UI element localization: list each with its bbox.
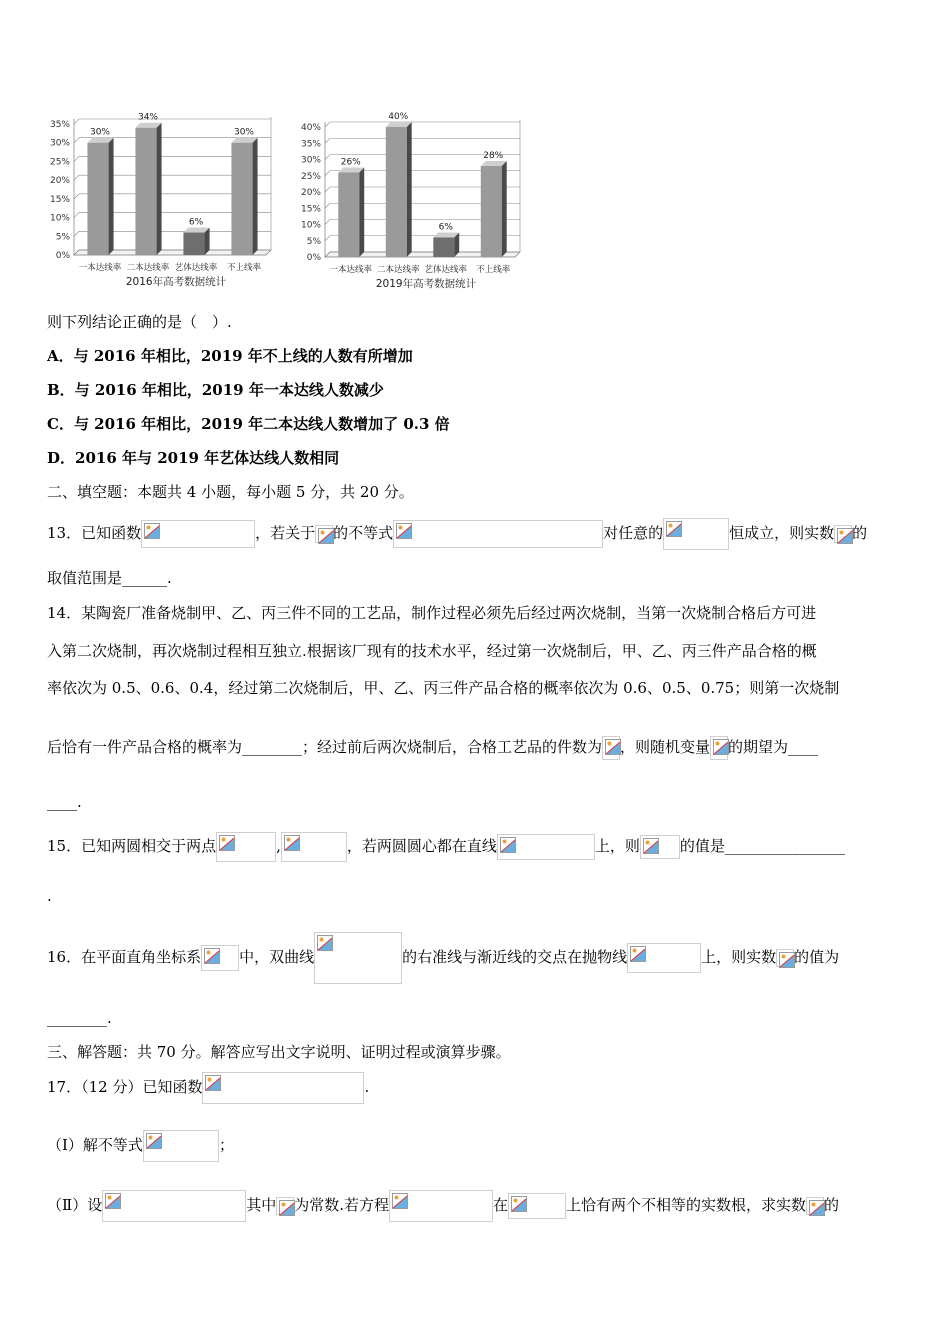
formula-image [710, 736, 728, 760]
broken-image-icon [318, 528, 334, 544]
y-tick-label: 15% [300, 204, 321, 215]
broken-image-icon [204, 948, 220, 964]
question-14-line-2: 入第二次烧制，再次烧制过程相互独立.根据该厂现有的技术水平，经过第一次烧制后，甲、乙、丙三件产品合格的概 [47, 642, 817, 660]
broken-image-icon [284, 835, 300, 851]
formula-image [602, 736, 620, 760]
y-tick-label: 0% [55, 251, 70, 261]
data-label: 34% [137, 112, 159, 123]
gridline [74, 119, 271, 124]
option-b: B．与 2016 年相比，2019 年一本达线人数减少 [47, 381, 384, 399]
chart-title: 2019年高考数据统计 [375, 278, 477, 290]
broken-image-icon [837, 528, 853, 544]
bar-side [407, 122, 412, 257]
y-tick-label: 5% [306, 236, 321, 247]
formula-image [497, 834, 595, 860]
y-tick-label: 40% [300, 123, 321, 133]
question-14-line-4: 后恰有一件产品合格的概率为________；经过前后两次烧制后，合格工艺品的件数为 ，则随机变量 的期望为____ [47, 736, 818, 760]
broken-image-icon [105, 1193, 121, 1209]
section-2-heading: 二、填空题：本题共 4 小题，每小题 5 分，共 20 分。 [47, 483, 414, 501]
formula-image [202, 1072, 364, 1104]
bar-side [157, 123, 162, 255]
broken-image-icon [279, 1200, 295, 1216]
question-17-line-1: 17．（12 分）已知函数 . [47, 1072, 369, 1104]
chart-title: 2016年高考数据统计 [125, 276, 227, 288]
bar-side [253, 138, 258, 255]
y-tick-label: 10% [300, 220, 321, 231]
data-label: 6% [438, 222, 453, 233]
question-16-line-2: ________. [47, 1009, 112, 1027]
question-15-line-2: . [47, 887, 52, 905]
x-tick-label: 不上线率 [226, 263, 262, 273]
broken-image-icon [146, 1133, 162, 1149]
formula-image [102, 1190, 246, 1222]
question-15-line-1: 15．已知两圆相交于两点 , ，若两圆圆心都在直线 上，则 的值是________________ [47, 832, 845, 862]
formula-image [141, 520, 255, 548]
question-13-line-1: 13．已知函数 ，若关于 的不等式 对任意的 恒成立，则实数 的 [47, 518, 867, 550]
broken-image-icon [396, 523, 412, 539]
formula-image [201, 945, 239, 971]
formula-image [834, 525, 852, 543]
formula-image [314, 932, 402, 984]
data-label: 26% [340, 157, 361, 168]
chart-2019 [295, 95, 530, 295]
y-tick-label: 25% [49, 157, 70, 168]
formula-image [776, 949, 794, 967]
bar [231, 143, 252, 255]
y-tick-label: 20% [49, 176, 70, 187]
broken-image-icon [205, 1075, 221, 1091]
bar-side [359, 168, 364, 258]
y-tick-label: 35% [49, 120, 70, 130]
y-tick-label: 25% [300, 171, 321, 182]
x-tick-label: 二本达线率 [126, 263, 170, 273]
formula-image [315, 525, 333, 543]
broken-image-icon [511, 1196, 527, 1212]
formula-image [143, 1130, 219, 1162]
broken-image-icon [144, 523, 160, 539]
gridline [325, 138, 520, 143]
broken-image-icon [500, 837, 516, 853]
broken-image-icon [605, 739, 621, 755]
broken-image-icon [317, 935, 333, 951]
x-tick-label: 不上线率 [476, 265, 511, 275]
y-tick-label: 10% [49, 213, 70, 224]
formula-image [389, 1190, 493, 1222]
question-13-line-2: 取值范围是______. [47, 569, 172, 587]
option-a: A．与 2016 年相比，2019 年不上线的人数有所增加 [47, 347, 413, 365]
broken-image-icon [219, 835, 235, 851]
formula-image [806, 1197, 824, 1215]
formula-image [627, 943, 701, 973]
broken-image-icon [713, 739, 729, 755]
bar-side [502, 161, 507, 257]
y-tick-label: 35% [300, 139, 321, 150]
formula-image [276, 1197, 294, 1215]
question-14-line-5: ____. [47, 793, 82, 811]
x-tick-label: 艺体达线率 [174, 263, 218, 273]
broken-image-icon [643, 838, 659, 854]
data-label: 6% [188, 217, 204, 228]
formula-image [663, 518, 729, 550]
question-14-line-1: 14．某陶瓷厂准备烧制甲、乙、丙三件不同的工艺品，制作过程必须先后经过两次烧制，当第一次烧制合格后方可进 [47, 604, 817, 622]
formula-image [640, 835, 680, 859]
question-stem: 则下列结论正确的是（ ）. [47, 313, 232, 331]
broken-image-icon [392, 1193, 408, 1209]
question-14-line-3: 率依次为 0.5、0.6、0.4，经过第二次烧制后，甲、乙、丙三件产品合格的概率依次为 0.6、0.5、0.75；则第一次烧制 [47, 679, 840, 697]
y-tick-label: 30% [300, 155, 321, 166]
question-17-part-2: （Ⅱ）设 其中 为常数.若方程 在 上恰有两个不相等的实数根，求实数 的 [47, 1190, 839, 1222]
chart-2016 [40, 95, 280, 295]
bar [338, 173, 359, 258]
option-c: C．与 2016 年相比，2019 年二本达线人数增加了 0.3 倍 [47, 415, 450, 433]
question-17-part-1: （Ⅰ）解不等式 ； [47, 1130, 234, 1162]
y-tick-label: 5% [55, 232, 70, 243]
data-label: 28% [483, 151, 504, 161]
y-tick-label: 30% [49, 138, 70, 149]
data-label: 40% [388, 112, 409, 122]
bar [433, 238, 454, 258]
data-label: 30% [233, 127, 255, 138]
formula-image [393, 520, 603, 548]
section-3-heading: 三、解答题：共 70 分。解答应写出文字说明、证明过程或演算步骤。 [47, 1043, 511, 1061]
broken-image-icon [779, 952, 795, 968]
x-tick-label: 一本达线率 [78, 263, 122, 273]
formula-image [216, 832, 276, 862]
bar [481, 166, 502, 257]
bar [183, 233, 204, 255]
question-16-line-1: 16．在平面直角坐标系 中，双曲线 的右准线与渐近线的交点在抛物线 上，则实数 的值为 [47, 932, 839, 984]
bar [135, 128, 156, 255]
bar-side [109, 138, 114, 255]
broken-image-icon [630, 946, 646, 962]
y-tick-label: 0% [306, 253, 321, 263]
option-d: D．2016 年与 2019 年艺体达线人数相同 [47, 449, 340, 467]
gridline [325, 122, 520, 127]
formula-image [281, 832, 347, 862]
bar [87, 143, 108, 255]
data-label: 30% [89, 127, 111, 138]
bar [386, 127, 407, 257]
formula-image [508, 1193, 566, 1219]
y-tick-label: 20% [300, 188, 321, 198]
x-tick-label: 一本达线率 [329, 265, 373, 275]
broken-image-icon [809, 1200, 825, 1216]
y-tick-label: 15% [49, 194, 70, 205]
x-tick-label: 艺体达线率 [424, 265, 468, 275]
x-tick-label: 二本达线率 [376, 265, 420, 275]
broken-image-icon [666, 521, 682, 537]
